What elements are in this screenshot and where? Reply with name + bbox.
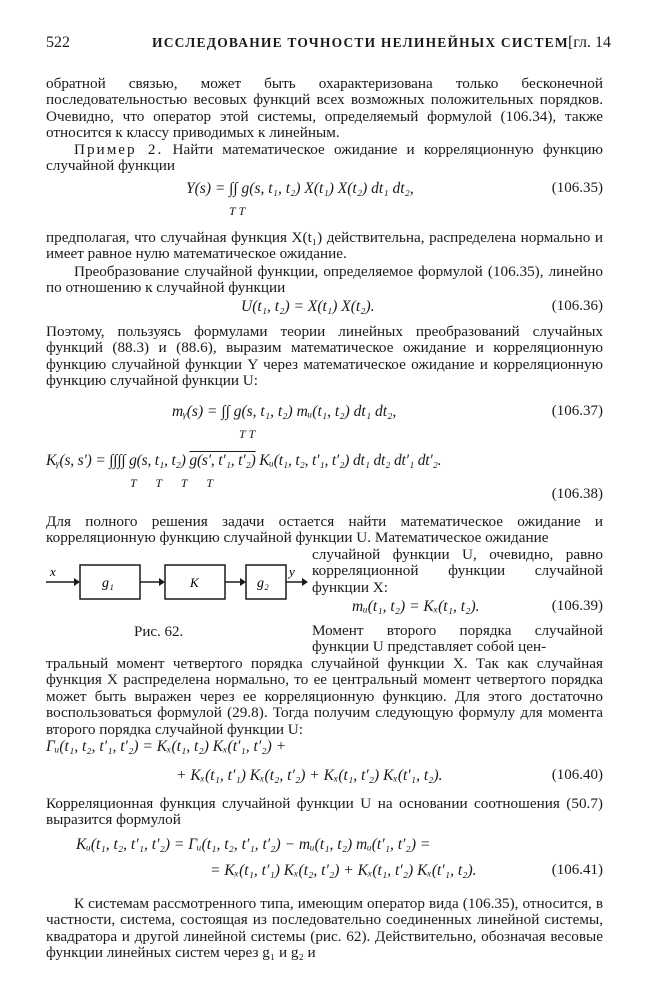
arrow-head: [302, 578, 308, 586]
arrow-head: [74, 578, 80, 586]
block-k-label: K: [190, 575, 199, 590]
equation-rhs: Kᵤ(t₁, t₂, t′₁, t′₂) dt₁ dt₂ dt′₁ dt′₂.: [259, 452, 442, 469]
equation-body: mᵤ(t₁, t₂) = Kₓ(t₁, t₂).: [352, 598, 480, 615]
equation-body: Y(s) = ∫∫ g(s, t₁, t₂) X(t₁) X(t₂) dt₁ dt₂,: [186, 180, 414, 197]
block-diagram: [46, 560, 308, 620]
integral-limits: T T: [229, 204, 246, 218]
equation-106-40-line-1: [46, 738, 603, 760]
paragraph-8: Корреляционная функция случайной функции U на основании соотношения (50.7) выразится формулой: [46, 795, 603, 829]
output-label: y: [289, 564, 295, 579]
equation-number: (106.36): [551, 298, 603, 314]
equation-106-38: [46, 450, 603, 510]
arrow-head: [159, 578, 165, 586]
equation-body: + Kₓ(t₁, t′₁) Kₓ(t₂, t′₂) + Kₓ(t₁, t′₂) Kₓ(t′₁, t₂).: [176, 767, 443, 784]
arrow-head: [240, 578, 246, 586]
running-header: [46, 34, 611, 58]
chapter-ref: [гл. 14: [567, 34, 611, 51]
paragraph-7: тральный момент четвертого порядка случайной функции X. Так как случайная функция X распределена нормально, то ее центральный момент четвертого порядка может быть выражен через ее корреляционную функцию. Для этого достаточно воспользоваться формулой (29.8). Тогда получим следующую формулу для момента второго порядка случайной функции U:: [46, 655, 603, 738]
equation-106-37: [46, 403, 603, 443]
equation-106-40-line-2: [46, 767, 603, 789]
block-g2-label: g₂: [257, 576, 269, 591]
paragraph-4: Преобразование случайной функции, определяемое формулой (106.35), линейно по отношению к случайной функции: [46, 263, 603, 297]
equation-number: (106.39): [551, 598, 603, 614]
equation-body: U(t₁, t₂) = X(t₁) X(t₂).: [241, 298, 375, 315]
equation-number: (106.41): [551, 862, 603, 878]
integral-limits: T T: [239, 427, 256, 441]
paragraph-7-column: Момент второго порядка случайной функции U представляет собой цен-: [312, 622, 603, 656]
integral-limits: T T T T: [130, 476, 222, 490]
equation-lhs: Kᵧ(s, s′) = ∫∫∫∫ g(s, t₁, t₂): [46, 452, 186, 469]
paragraph-6: Для полного решения задачи остается найти математическое ожидание и корреляционную функцию случайной функции U. Математическое ожидание: [46, 513, 603, 547]
equation-number: (106.40): [551, 767, 603, 783]
page-number: 522: [46, 34, 70, 51]
block-g1-label: g₁: [102, 576, 114, 591]
paragraph-example-2: [46, 142, 603, 175]
paragraph-6-column: случайной функции U, очевидно, равно корреляционной функции случайной функции X:: [312, 546, 603, 596]
equation-106-39: [312, 598, 603, 620]
equation-number: (106.37): [551, 403, 603, 419]
paragraph-9: К системам рассмотренного типа, имеющим оператор вида (106.35), относится, в частности, система, состоящая из последовательно соединенных линейной системы, квадратора и другой линейной системы (рис. 62). Действительно, обозначая весовые функции линейных систем через g₁ и g₂ и: [46, 895, 603, 962]
paragraph-1: обратной связью, может быть охарактеризована только бесконечной последовательностью весовых функций всех возможных положительных порядков. Очевидно, что оператор этой системы, определяемый формулой (106.34), также относится к классу приводимых к линейным.: [46, 75, 603, 142]
input-label: x: [50, 564, 56, 579]
example-lead: Пример 2.: [74, 141, 164, 158]
figure-caption: Рис. 62.: [134, 624, 184, 640]
equation-106-41-line-2: [46, 862, 603, 884]
running-title: ИССЛЕДОВАНИЕ ТОЧНОСТИ НЕЛИНЕЙНЫХ СИСТЕМ: [152, 35, 569, 50]
equation-106-36: [46, 298, 603, 320]
equation-body: mᵧ(s) = ∫∫ g(s, t₁, t₂) mᵤ(t₁, t₂) dt₁ dt₂,: [172, 403, 397, 420]
equation-106-41-line-1: [46, 836, 603, 858]
equation-body: = Kₓ(t₁, t′₁) Kₓ(t₂, t′₂) + Kₓ(t₁, t′₂) Kₓ(t′₁, t₂).: [210, 862, 477, 879]
equation-body: Kᵤ(t₁, t₂, t′₁, t′₂) = Γᵤ(t₁, t₂, t′₁, t′₂) − mᵤ(t₁, t₂) mᵤ(t′₁, t′₂) =: [76, 836, 431, 853]
paragraph-3: предполагая, что случайная функция X(t₁) действительна, распределена нормально и имеет равное нулю математическое ожидание.: [46, 229, 603, 263]
equation-body: Γᵤ(t₁, t₂, t′₁, t′₂) = Kₓ(t₁, t₂) Kₓ(t′₁, t′₂) +: [46, 738, 287, 755]
paragraph-5: Поэтому, пользуясь формулами теории линейных преобразований случайных функций (88.3) и (88.6), выразим математическое ожидание и корреляционную функцию случайной функции Y через математическое ожидание и корреляционную функцию случайной функции U:: [46, 323, 603, 390]
equation-body: [46, 452, 441, 470]
conjugate-term: g(s′, t′₁, t′₂): [189, 452, 256, 469]
equation-number: (106.38): [551, 486, 603, 502]
equation-number: (106.35): [551, 180, 603, 196]
equation-106-35: [46, 180, 603, 220]
example-text: Найти математическое ожидание и корреляционную функцию случайной функции: [46, 141, 603, 175]
